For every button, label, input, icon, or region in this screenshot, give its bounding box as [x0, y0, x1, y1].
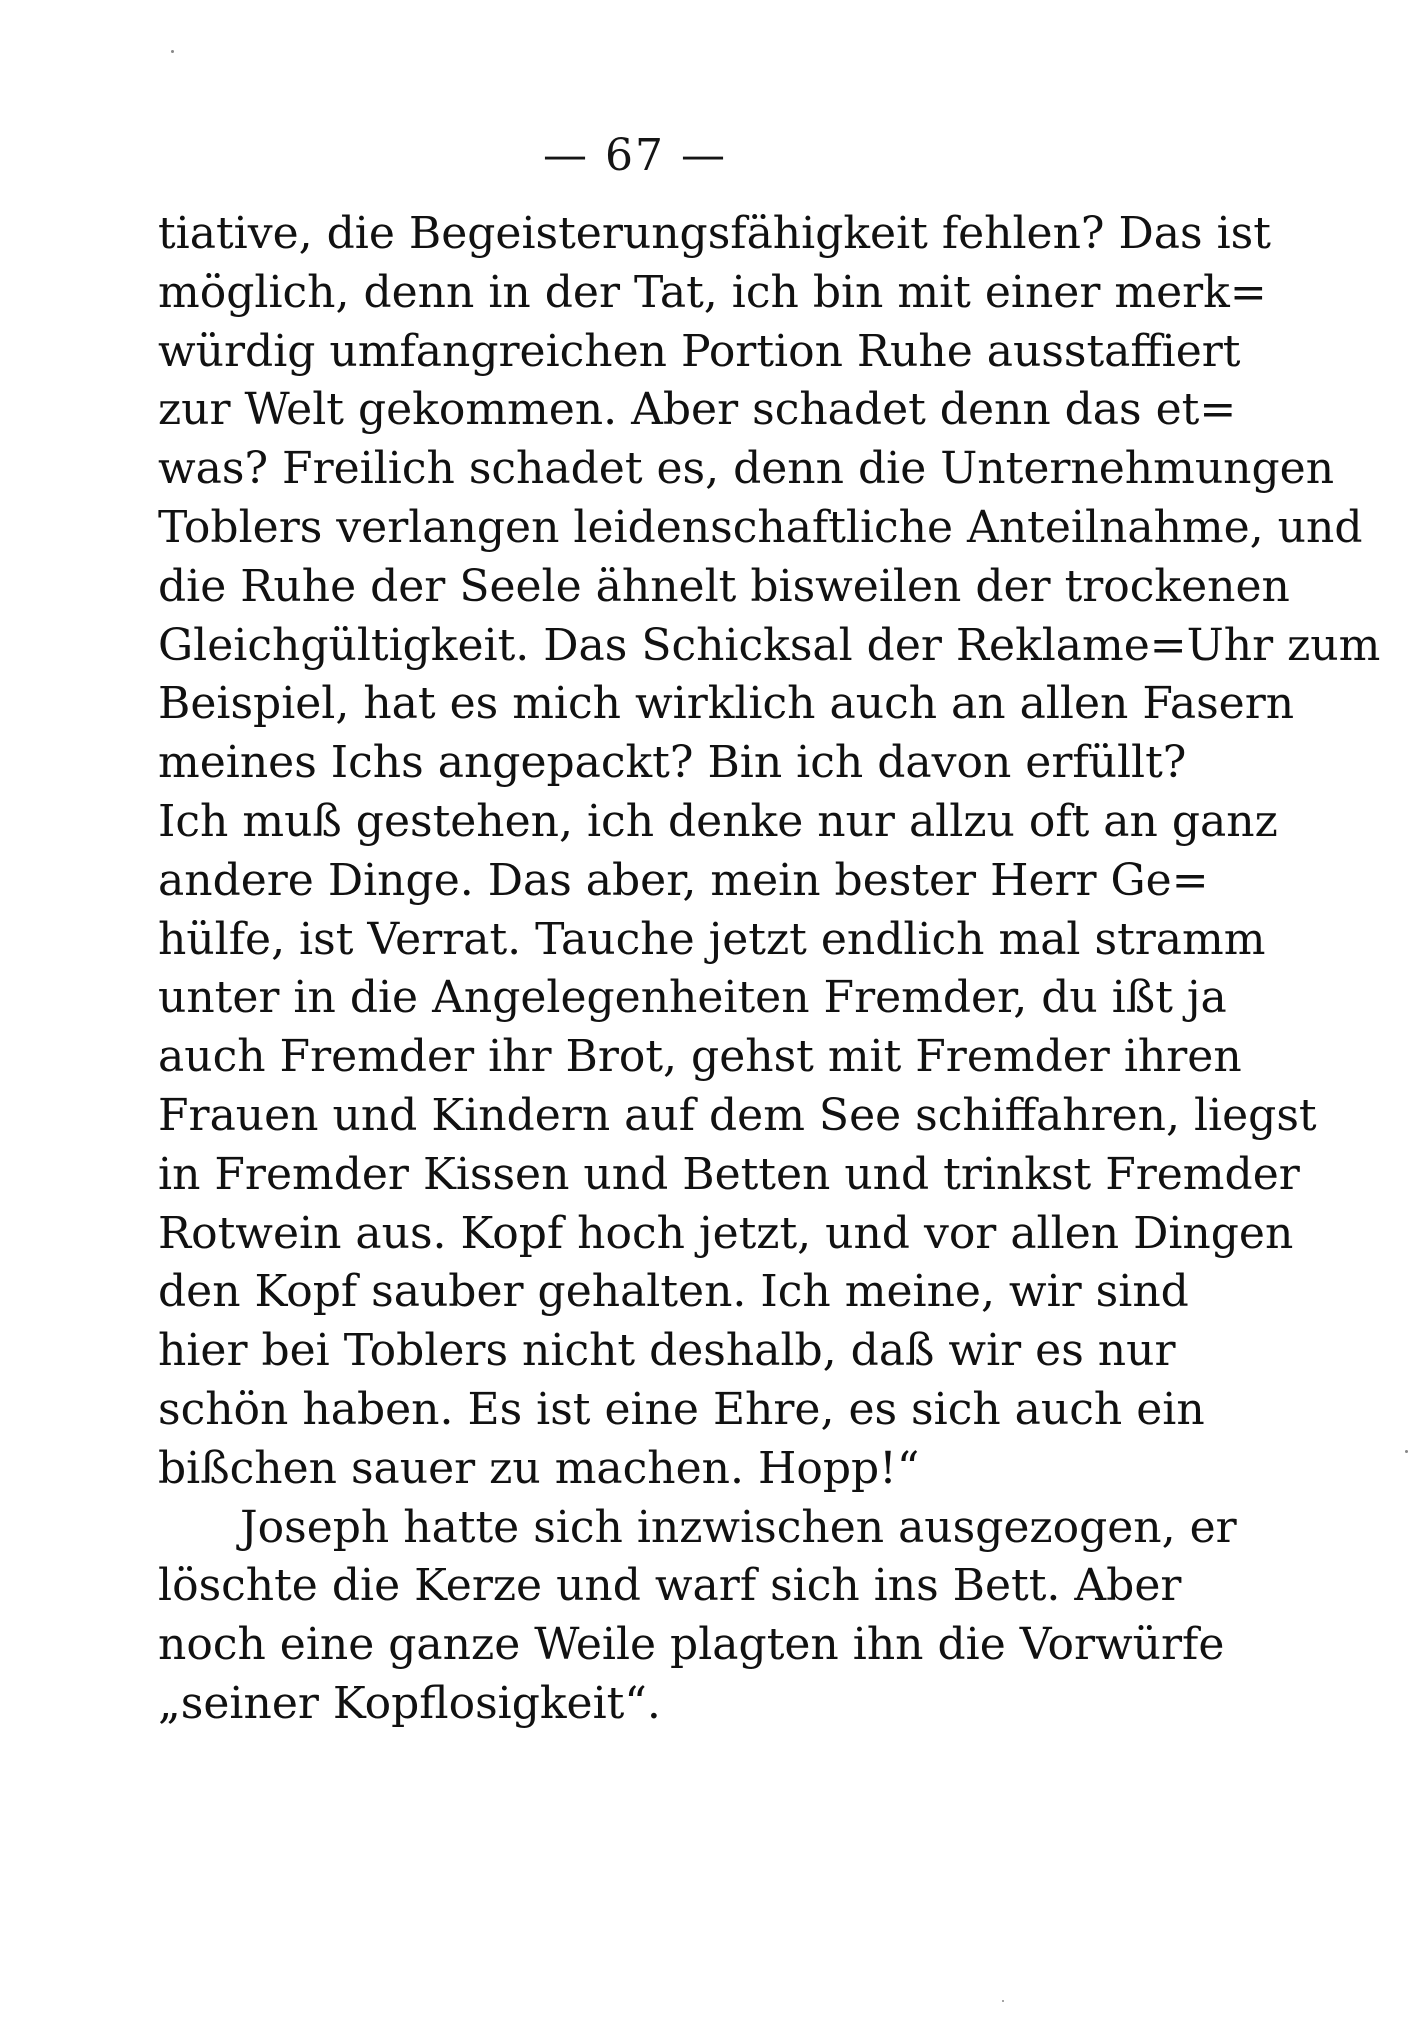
text-line: löschte die Kerze und warf sich ins Bett. Aber: [158, 1560, 1182, 1612]
text-line: Rotwein aus. Kopf hoch jetzt, und vor allen Dingen: [158, 1207, 1294, 1259]
paragraph: [158, 205, 1381, 1499]
text-line: noch eine ganze Weile plagten ihn die Vorwürfe: [158, 1619, 1225, 1671]
text-line: unter in die Angelegenheiten Fremder, du ißt ja: [158, 972, 1227, 1024]
text-line: den Kopf sauber gehalten. Ich meine, wir sind: [158, 1266, 1189, 1318]
text-line: „seiner Kopflosigkeit“.: [158, 1677, 661, 1729]
text-line: hülfe, ist Verrat. Tauche jetzt endlich mal stramm: [158, 913, 1266, 965]
text-line: Frauen und Kindern auf dem See schiffahren, liegst: [158, 1089, 1317, 1141]
text-line: Joseph hatte sich inzwischen ausgezogen, er: [240, 1501, 1237, 1553]
text-line: Ich muß gestehen, ich denke nur allzu oft an ganz: [158, 795, 1278, 847]
paper-speck: [1002, 2000, 1004, 2002]
text-line: andere Dinge. Das aber, mein bester Herr Ge=: [158, 854, 1209, 906]
page-number: — 67 —: [543, 130, 727, 181]
paper-speck: [1405, 1450, 1408, 1453]
body-text: [158, 205, 1381, 1734]
text-line: in Fremder Kissen und Betten und trinkst Fremder: [158, 1148, 1300, 1200]
text-line: hier bei Toblers nicht deshalb, daß wir es nur: [158, 1325, 1176, 1377]
text-line: Beispiel, hat es mich wirklich auch an allen Fasern: [158, 678, 1295, 730]
text-line: Toblers verlangen leidenschaftliche Anteilnahme, und: [158, 501, 1363, 553]
text-line: zur Welt gekommen. Aber schadet denn das et=: [158, 384, 1237, 436]
text-line: was? Freilich schadet es, denn die Unternehmungen: [158, 443, 1335, 495]
paper-speck: [171, 50, 174, 53]
text-line: auch Fremder ihr Brot, gehst mit Fremder ihren: [158, 1031, 1242, 1083]
text-line: tiative, die Begeisterungsfähigkeit fehlen? Das ist: [158, 208, 1271, 259]
text-line: Gleichgültigkeit. Das Schicksal der Reklame=Uhr zum: [158, 619, 1381, 671]
text-line: bißchen sauer zu machen. Hopp!“: [158, 1442, 920, 1494]
text-line: würdig umfangreichen Portion Ruhe ausstaffiert: [158, 325, 1241, 377]
text-line: die Ruhe der Seele ähnelt bisweilen der trockenen: [158, 560, 1290, 612]
text-line: meines Ichs angepackt? Bin ich davon erfüllt?: [158, 737, 1187, 789]
text-line: möglich, denn in der Tat, ich bin mit einer merk=: [158, 266, 1267, 318]
paragraph: [158, 1499, 1237, 1734]
text-line: schön haben. Es ist eine Ehre, es sich auch ein: [158, 1383, 1205, 1435]
